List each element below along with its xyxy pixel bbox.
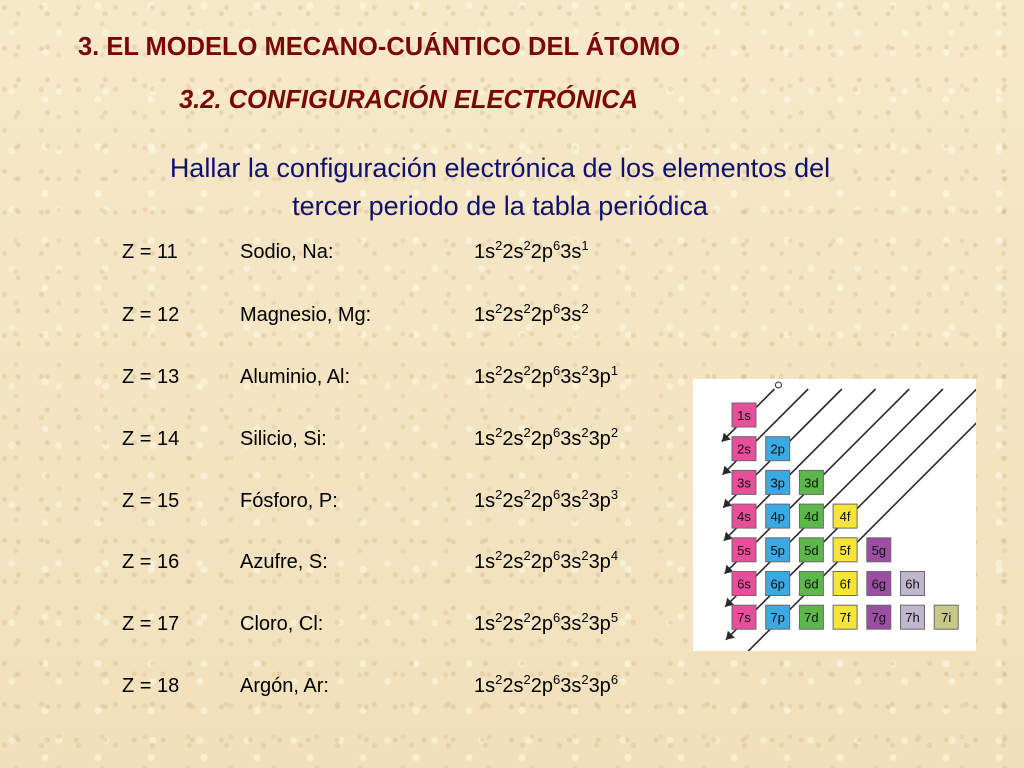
orbital-label: 1s <box>474 490 496 512</box>
element-row <box>0 238 700 273</box>
orbital-box-4d <box>799 504 823 528</box>
element-row <box>0 301 700 336</box>
orbital-box-6f <box>833 572 857 596</box>
electron-count: 2 <box>495 548 503 563</box>
orbital-label: 1s <box>474 675 496 697</box>
orbital-box-5f <box>833 538 857 562</box>
orbital-box-4s <box>732 504 756 528</box>
orbital-box-7h <box>901 605 925 629</box>
orbital-box-label: 6g <box>871 576 887 592</box>
electron-configuration <box>474 610 619 636</box>
aufbau-diagram <box>693 379 976 651</box>
orbital-box-7d <box>799 605 823 629</box>
electron-count: 6 <box>552 487 561 502</box>
orbital-box-7p <box>766 605 790 629</box>
orbital-label: 2s <box>502 675 524 697</box>
orbital-box-6s <box>732 572 756 596</box>
orbital-label: 2s <box>502 613 524 635</box>
element-name: Fósforo, P: <box>240 490 338 512</box>
electron-count: 2 <box>523 487 531 502</box>
orbital-label: 3s <box>560 490 582 512</box>
orbital-label: 3p <box>588 366 611 388</box>
orbital-box-label: 6s <box>737 576 751 592</box>
orbital-label: 1s <box>474 613 496 635</box>
orbital-label: 2s <box>502 241 524 263</box>
orbital-box-5g <box>867 538 891 562</box>
orbital-label: 3p <box>588 613 611 635</box>
orbital-box-3s <box>732 470 756 494</box>
element-row <box>0 610 700 645</box>
electron-count: 2 <box>581 487 589 502</box>
orbital-box-label: 7i <box>941 610 952 626</box>
electron-count: 2 <box>495 238 503 253</box>
orbital-box-label: 6d <box>804 576 819 592</box>
orbital-label: 2s <box>502 366 524 388</box>
electron-count: 2 <box>495 610 503 625</box>
electron-configuration <box>474 238 589 264</box>
orbital-box-4p <box>766 504 790 528</box>
orbital-box-label: 7f <box>839 610 851 626</box>
orbital-box-label: 5g <box>871 542 887 558</box>
atomic-number: Z = 17 <box>122 613 180 635</box>
aufbau-diagram-svg <box>693 379 976 651</box>
atomic-number: Z = 13 <box>122 366 180 388</box>
electron-count: 1 <box>610 363 619 378</box>
orbital-box-5d <box>799 538 823 562</box>
electron-count: 6 <box>552 363 561 378</box>
electron-count: 6 <box>552 238 561 253</box>
orbital-box-3p <box>766 470 790 494</box>
slide-subtitle: 3.2. CONFIGURACIÓN ELECTRÓNICA <box>179 86 639 114</box>
orbital-box-label: 4s <box>737 509 751 525</box>
electron-count: 2 <box>523 548 531 563</box>
orbital-box-6g <box>867 572 891 596</box>
electron-count: 2 <box>523 363 531 378</box>
electron-configuration <box>474 425 619 451</box>
orbital-label: 2p <box>530 241 553 263</box>
orbital-box-7s <box>732 605 756 629</box>
orbital-label: 3s <box>560 551 582 573</box>
orbital-label: 3s <box>560 428 582 450</box>
element-name: Sodio, Na: <box>240 241 334 263</box>
orbital-box-1s <box>732 403 756 427</box>
element-name: Cloro, Cl: <box>240 613 324 635</box>
orbital-label: 1s <box>474 241 496 263</box>
diagonal-arrow <box>722 389 808 475</box>
orbital-box-2s <box>732 437 756 461</box>
electron-count: 2 <box>581 548 589 563</box>
orbital-label: 3s <box>560 241 582 263</box>
orbital-label: 2p <box>530 551 553 573</box>
orbital-label: 3p <box>588 490 611 512</box>
electron-count: 2 <box>495 487 503 502</box>
electron-count: 4 <box>610 548 619 563</box>
element-name: Aluminio, Al: <box>240 366 351 388</box>
task-statement <box>60 149 940 225</box>
orbital-label: 2s <box>502 551 524 573</box>
orbital-box-label: 7d <box>804 610 819 626</box>
orbital-label: 2p <box>530 613 553 635</box>
electron-count: 6 <box>552 425 561 440</box>
orbital-box-label: 6p <box>770 576 785 592</box>
electron-count: 2 <box>523 672 531 687</box>
element-row <box>0 487 700 522</box>
electron-count: 3 <box>610 487 619 502</box>
element-row <box>0 425 700 460</box>
electron-count: 2 <box>523 425 531 440</box>
orbital-label: 3s <box>560 366 582 388</box>
orbital-label: 2s <box>502 490 524 512</box>
electron-configuration <box>474 548 619 574</box>
orbital-box-label: 3d <box>804 475 819 491</box>
orbital-box-label: 5p <box>770 542 785 558</box>
orbital-box-5p <box>766 538 790 562</box>
orbital-label: 1s <box>474 551 496 573</box>
atomic-number: Z = 12 <box>122 304 180 326</box>
orbital-label: 2p <box>530 675 553 697</box>
electron-count: 2 <box>523 610 531 625</box>
electron-count: 6 <box>610 672 619 687</box>
atomic-number: Z = 18 <box>122 675 180 697</box>
orbital-box-6p <box>766 572 790 596</box>
electron-count: 2 <box>495 363 503 378</box>
electron-count: 2 <box>495 301 503 316</box>
orbital-box-6d <box>799 572 823 596</box>
atomic-number: Z = 11 <box>122 241 178 263</box>
orbital-label: 3p <box>588 675 611 697</box>
electron-configuration <box>474 363 619 389</box>
orbital-label: 3p <box>588 428 611 450</box>
electron-count: 2 <box>581 363 589 378</box>
orbital-box-7f <box>833 605 857 629</box>
electron-count: 6 <box>552 548 561 563</box>
orbital-label: 3s <box>560 304 582 326</box>
orbital-label: 2p <box>530 490 553 512</box>
orbital-label: 1s <box>474 428 496 450</box>
atomic-number: Z = 15 <box>122 490 180 512</box>
orbital-label: 1s <box>474 304 496 326</box>
orbital-box-label: 4p <box>770 509 785 525</box>
orbital-box-label: 6h <box>905 576 920 592</box>
orbital-box-label: 3p <box>770 475 785 491</box>
orbital-box-label: 5d <box>804 542 819 558</box>
element-row <box>0 363 700 398</box>
electron-count: 2 <box>523 301 531 316</box>
orbital-label: 3p <box>588 551 611 573</box>
electron-count: 2 <box>495 672 503 687</box>
orbital-box-label: 3s <box>737 475 751 491</box>
electron-count: 6 <box>552 610 561 625</box>
task-line-2: tercer periodo de la tabla periódica <box>292 191 708 221</box>
orbital-box-4f <box>833 504 857 528</box>
orbital-box-label: 7g <box>871 610 887 626</box>
element-name: Argón, Ar: <box>240 675 329 697</box>
atomic-number: Z = 14 <box>122 428 180 450</box>
orbital-label: 2s <box>502 304 524 326</box>
orbital-box-3d <box>799 470 823 494</box>
electron-count: 1 <box>581 238 589 253</box>
element-row <box>0 672 700 707</box>
orbital-box-label: 1s <box>737 408 751 423</box>
electron-configuration <box>474 487 619 513</box>
orbital-box-label: 7p <box>770 610 785 626</box>
task-line-1: Hallar la configuración electrónica de los elementos del <box>169 153 831 183</box>
electron-count: 2 <box>581 610 589 625</box>
electron-count: 6 <box>552 672 561 687</box>
orbital-box-label: 7h <box>905 610 920 626</box>
element-row <box>0 548 700 583</box>
orbital-box-label: 2p <box>770 441 785 457</box>
electron-count: 6 <box>552 301 561 316</box>
electron-count: 5 <box>610 610 619 625</box>
orbital-label: 2s <box>502 428 524 450</box>
orbital-box-label: 5s <box>737 542 751 558</box>
electron-count: 2 <box>610 425 619 440</box>
atomic-number: Z = 16 <box>122 551 180 573</box>
orbital-box-label: 6f <box>839 576 851 592</box>
orbital-box-label: 4f <box>839 509 851 525</box>
element-name: Azufre, S: <box>240 551 328 573</box>
orbital-label: 2p <box>530 366 553 388</box>
electron-count: 2 <box>581 672 589 687</box>
orbital-label: 3s <box>560 613 582 635</box>
orbital-box-7g <box>867 605 891 629</box>
electron-count: 2 <box>523 238 531 253</box>
electron-configuration <box>474 301 589 327</box>
orbital-label: 2p <box>530 428 553 450</box>
orbital-label: 3s <box>560 675 582 697</box>
orbital-box-7i <box>934 605 958 629</box>
orbital-box-label: 5f <box>839 542 851 558</box>
element-name: Silicio, Si: <box>240 428 327 450</box>
element-name: Magnesio, Mg: <box>240 304 372 326</box>
electron-configuration <box>474 672 619 698</box>
electron-count: 2 <box>581 301 589 316</box>
orbital-label: 2p <box>530 304 553 326</box>
orbital-box-label: 4d <box>804 509 819 525</box>
orbital-box-5s <box>732 538 756 562</box>
slide-title: 3. EL MODELO MECANO-CUÁNTICO DEL ÁTOMO <box>78 33 681 61</box>
orbital-box-label: 2s <box>737 441 751 457</box>
orbital-box-2p <box>766 437 790 461</box>
orbital-box-label: 7s <box>737 610 751 626</box>
orbital-box-6h <box>901 572 925 596</box>
orbital-label: 1s <box>474 366 496 388</box>
electron-count: 2 <box>495 425 503 440</box>
electron-count: 2 <box>581 425 589 440</box>
